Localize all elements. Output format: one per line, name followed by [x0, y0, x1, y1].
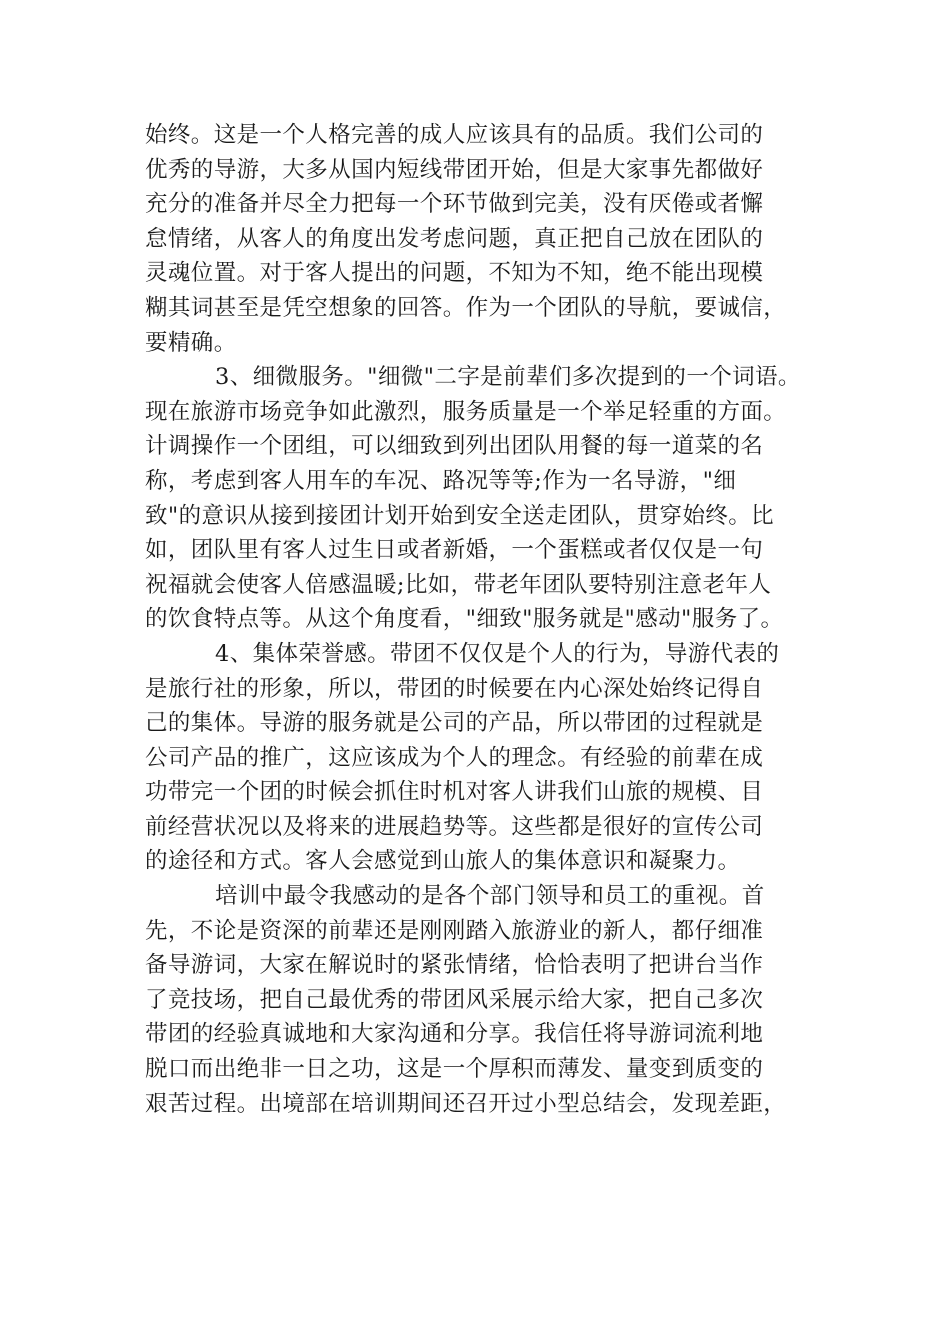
- text-line: 带团的经验真诚地和大家沟通和分享。我信任将导游词流利地: [145, 1021, 764, 1048]
- text-line: 的饮食特点等。从这个角度看，"细致"服务就是"感动"服务了。: [145, 606, 784, 633]
- text-line: 功带完一个团的时候会抓住时机对客人讲我们山旅的规模、目: [145, 779, 764, 806]
- text-line: 充分的准备并尽全力把每一个环节做到完美，没有厌倦或者懈: [145, 191, 764, 218]
- text-line: 灵魂位置。对于客人提出的问题，不知为不知，绝不能出现模: [145, 260, 764, 287]
- text-line: 的途径和方式。客人会感觉到山旅人的集体意识和凝聚力。: [145, 848, 741, 875]
- text-line: 致"的意识从接到接团计划开始到安全送走团队，贯穿始终。比: [145, 502, 775, 529]
- text-line: 糊其词甚至是凭空想象的回答。作为一个团队的导航，要诚信，: [145, 294, 787, 321]
- text-line: 优秀的导游，大多从国内短线带团开始，但是大家事先都做好: [145, 156, 764, 183]
- text-line: 脱口而出绝非一日之功，这是一个厚积而薄发、量变到质变的: [145, 1056, 764, 1083]
- text-line: 要精确。: [145, 329, 237, 356]
- text-line: 祝福就会使客人倍感温暖;比如，带老年团队要特别注意老年人: [145, 571, 772, 598]
- text-line: 始终。这是一个人格完善的成人应该具有的品质。我们公司的: [145, 122, 764, 148]
- text-line: 如，团队里有客人过生日或者新婚，一个蛋糕或者仅仅是一句: [145, 537, 764, 564]
- text-line: 了竞技场，把自己最优秀的带团风采展示给大家，把自己多次: [145, 986, 764, 1013]
- text-line: 称，考虑到客人用车的车况、路况等等;作为一名导游，"细: [145, 467, 737, 494]
- text-line: 怠情绪，从客人的角度出发考虑问题，真正把自己放在团队的: [145, 225, 764, 252]
- text-line: 现在旅游市场竞争如此激烈，服务质量是一个举足轻重的方面。: [145, 398, 787, 425]
- paragraph-first-line: 4、集体荣誉感。带团不仅仅是个人的行为，导游代表的: [215, 640, 780, 667]
- text-line: 计调操作一个团组，可以细致到列出团队用餐的每一道菜的名: [145, 433, 764, 460]
- text-line: 备导游词，大家在解说时的紧张情绪，恰恰表明了把讲台当作: [145, 952, 764, 979]
- document-body: [145, 118, 825, 1121]
- text-line: 前经营状况以及将来的进展趋势等。这些都是很好的宣传公司: [145, 813, 764, 840]
- text-line: 己的集体。导游的服务就是公司的产品，所以带团的过程就是: [145, 710, 764, 737]
- paragraph-first-line: 培训中最令我感动的是各个部门领导和员工的重视。首: [215, 883, 765, 910]
- text-line: 公司产品的推广，这应该成为个人的理念。有经验的前辈在成: [145, 744, 764, 771]
- paragraph-first-line: 3、细微服务。"细微"二字是前辈们多次提到的一个词语。: [215, 364, 801, 391]
- text-line: 艰苦过程。出境部在培训期间还召开过小型总结会，发现差距，: [145, 1090, 787, 1117]
- text-line: 先，不论是资深的前辈还是刚刚踏入旅游业的新人，都仔细准: [145, 917, 764, 944]
- text-line: 是旅行社的形象，所以，带团的时候要在内心深处始终记得自: [145, 675, 764, 702]
